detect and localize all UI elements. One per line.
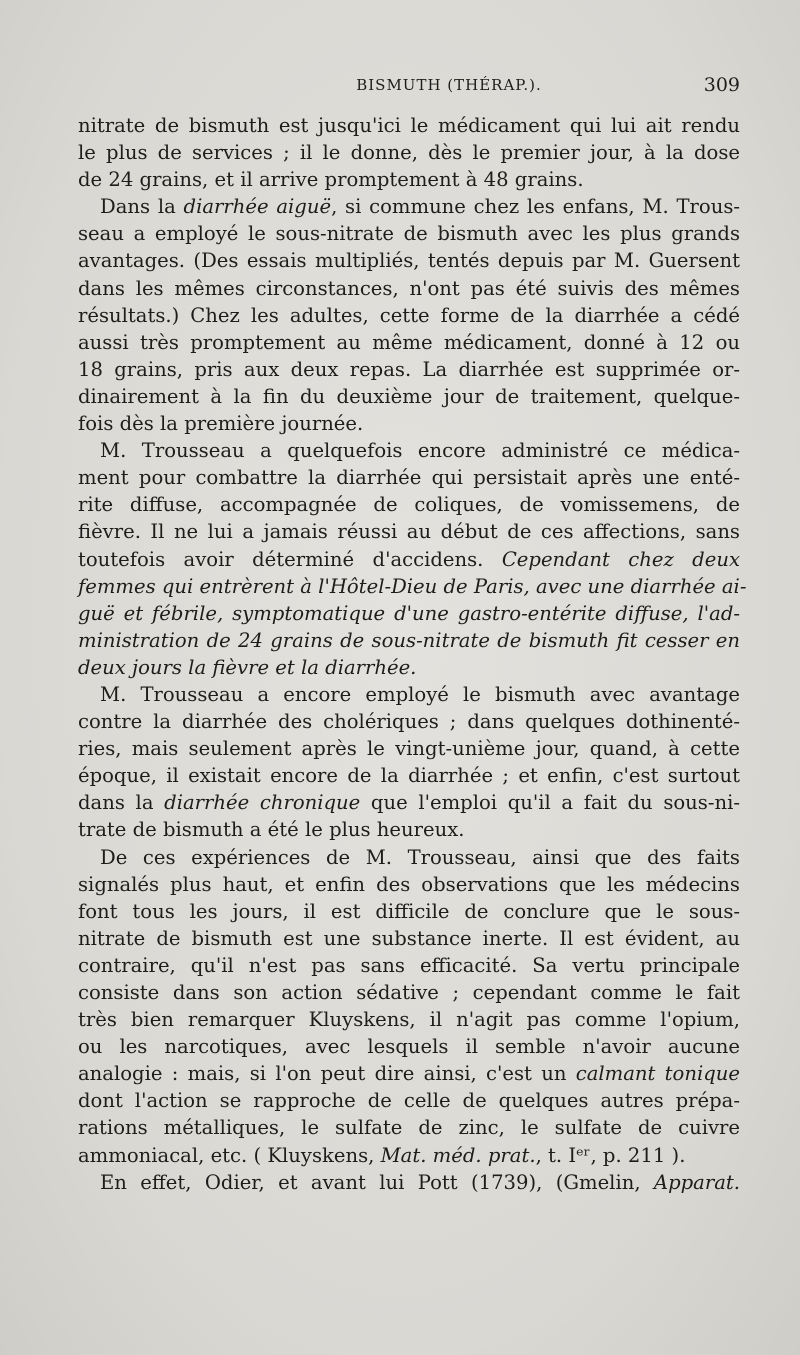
text-line bbox=[78, 735, 740, 762]
running-title: BISMUTH (THÉRAP.). bbox=[356, 76, 542, 94]
text-line bbox=[78, 1033, 740, 1060]
text-segment: dinairement à la fin du deuxième jour de traitement, quelque- bbox=[78, 384, 740, 408]
italic-text: diarrhée aiguë bbox=[183, 195, 332, 219]
text-line bbox=[78, 139, 740, 166]
text-line bbox=[78, 816, 740, 843]
text-line bbox=[78, 302, 740, 329]
text-segment: ries, mais seulement après le vingt-unième jour, quand, à cette bbox=[78, 737, 740, 761]
text-line bbox=[78, 708, 740, 735]
text-segment: que l'emploi qu'il a fait du sous-ni- bbox=[360, 791, 740, 815]
italic-text: Mat. méd. prat. bbox=[380, 1143, 536, 1167]
text-segment: résultats.) Chez les adultes, cette forme de la diarrhée a cédé bbox=[78, 303, 740, 327]
italic-text: guë et fébrile, symptomatique d'une gastro-entérite diffuse, l'ad- bbox=[78, 601, 740, 625]
text-line bbox=[78, 112, 740, 139]
text-line bbox=[78, 979, 740, 1006]
text-line bbox=[78, 546, 740, 573]
text-segment: de 24 grains, et il arrive promptement à 48 grains. bbox=[78, 168, 584, 192]
text-segment: signalés plus haut, et enfin des observations que les médecins bbox=[78, 872, 740, 896]
text-segment: époque, il existait encore de la diarrhée ; et enfin, c'est surtout bbox=[78, 764, 740, 788]
text-line bbox=[78, 1006, 740, 1033]
text-segment: toutefois avoir déterminé d'accidens. bbox=[78, 547, 502, 571]
text-line bbox=[78, 1087, 740, 1114]
text-line bbox=[78, 789, 740, 816]
text-line bbox=[78, 1142, 740, 1169]
text-segment: En effet, Odier, et avant lui Pott (1739), (Gmelin, bbox=[100, 1170, 654, 1194]
text-line bbox=[78, 898, 740, 925]
text-segment: font tous les jours, il est difficile de conclure que le sous- bbox=[78, 899, 740, 923]
text-segment: dans les mêmes circonstances, n'ont pas été suivis des mêmes bbox=[78, 276, 740, 300]
text-segment: avantages. (Des essais multipliés, tentés depuis par M. Guersent bbox=[78, 249, 740, 273]
text-segment: consiste dans son action sédative ; cependant comme le fait bbox=[78, 981, 740, 1004]
text-segment: contraire, qu'il n'est pas sans efficacité. Sa vertu principale bbox=[78, 953, 740, 977]
text-line bbox=[78, 925, 740, 952]
italic-text: diarrhée chronique bbox=[164, 791, 361, 815]
text-segment: ammoniacal, etc. ( Kluyskens, bbox=[78, 1143, 381, 1167]
italic-text: calmant tonique bbox=[575, 1062, 740, 1086]
text-line bbox=[78, 871, 740, 898]
text-segment: rations métalliques, le sulfate de zinc, le sulfate de cuivre bbox=[78, 1116, 740, 1140]
text-segment: dont l'action se rapproche de celle de quelques autres prépa- bbox=[78, 1089, 740, 1113]
text-line bbox=[78, 410, 740, 437]
text-segment: 18 grains, pris aux deux repas. La diarrhée est supprimée or- bbox=[78, 357, 740, 381]
text-line bbox=[78, 600, 740, 627]
text-segment: De ces expériences de M. Trousseau, ainsi que des faits bbox=[100, 845, 740, 869]
text-segment: le plus de services ; il le donne, dès le premier jour, à la dose bbox=[78, 141, 740, 165]
page-header bbox=[78, 76, 740, 106]
page-number: 309 bbox=[703, 74, 740, 96]
italic-text: deux jours la fièvre et la diarrhée. bbox=[78, 655, 417, 679]
text-line bbox=[78, 464, 740, 491]
italic-text: Apparat. bbox=[653, 1170, 740, 1194]
text-line bbox=[78, 437, 740, 464]
text-segment: M. Trousseau a quelquefois encore administré ce médica- bbox=[100, 439, 740, 463]
text-line bbox=[78, 275, 740, 302]
text-line bbox=[78, 844, 740, 871]
text-segment: nitrate de bismuth est une substance inerte. Il est évident, au bbox=[78, 926, 740, 950]
text-line bbox=[78, 1060, 740, 1087]
text-line bbox=[78, 247, 740, 274]
text-segment: dans la bbox=[78, 791, 165, 815]
text-segment: , t. Iᵉʳ, p. 211 ). bbox=[535, 1143, 686, 1167]
text-line bbox=[78, 1169, 740, 1196]
text-line bbox=[78, 356, 740, 383]
italic-text: femmes qui entrèrent à l'Hôtel-Dieu de Paris, avec une diarrhée ai- bbox=[78, 574, 747, 598]
text-line bbox=[78, 491, 740, 518]
text-line bbox=[78, 762, 740, 789]
text-segment: rite diffuse, accompagnée de coliques, de vomissemens, de bbox=[78, 493, 740, 517]
text-line bbox=[78, 329, 740, 356]
text-segment: Dans la bbox=[100, 195, 184, 219]
text-segment: seau a employé le sous-nitrate de bismuth avec les plus grands bbox=[78, 222, 740, 246]
text-line bbox=[78, 681, 740, 708]
text-segment: ou les narcotiques, avec lesquels il semble n'avoir aucune bbox=[78, 1035, 740, 1059]
text-segment: très bien remarquer Kluyskens, il n'agit pas comme l'opium, bbox=[78, 1008, 740, 1032]
text-line bbox=[78, 383, 740, 410]
body-text bbox=[78, 112, 747, 1196]
text-segment: contre la diarrhée des cholériques ; dans quelques dothinenté- bbox=[78, 710, 740, 734]
text-segment: analogie : mais, si l'on peut dire ainsi, c'est un bbox=[78, 1062, 576, 1086]
text-segment: ment pour combattre la diarrhée qui persistait après une enté- bbox=[78, 466, 740, 490]
text-line bbox=[78, 1114, 740, 1141]
italic-text: ministration de 24 grains de sous-nitrate de bismuth fit cesser en bbox=[78, 628, 740, 652]
text-line bbox=[78, 193, 740, 220]
italic-text: Cependant chez deux bbox=[501, 547, 740, 571]
text-segment: nitrate de bismuth est jusqu'ici le médicament qui lui ait rendu bbox=[78, 114, 740, 137]
text-line bbox=[78, 627, 740, 654]
text-segment: aussi très promptement au même médicament, donné à 12 ou bbox=[78, 330, 740, 354]
text-line bbox=[78, 654, 740, 681]
text-line bbox=[78, 952, 740, 979]
text-segment: fièvre. Il ne lui a jamais réussi au début de ces affections, sans bbox=[78, 520, 740, 544]
text-segment: fois dès la première journée. bbox=[78, 412, 364, 436]
text-line bbox=[78, 573, 747, 600]
text-segment: , si commune chez les enfans, M. Trous- bbox=[331, 195, 741, 219]
text-segment: M. Trousseau a encore employé le bismuth avec avantage bbox=[100, 682, 740, 706]
text-line bbox=[78, 220, 740, 247]
text-line bbox=[78, 166, 740, 193]
text-segment: trate de bismuth a été le plus heureux. bbox=[78, 818, 465, 842]
text-line bbox=[78, 518, 740, 545]
